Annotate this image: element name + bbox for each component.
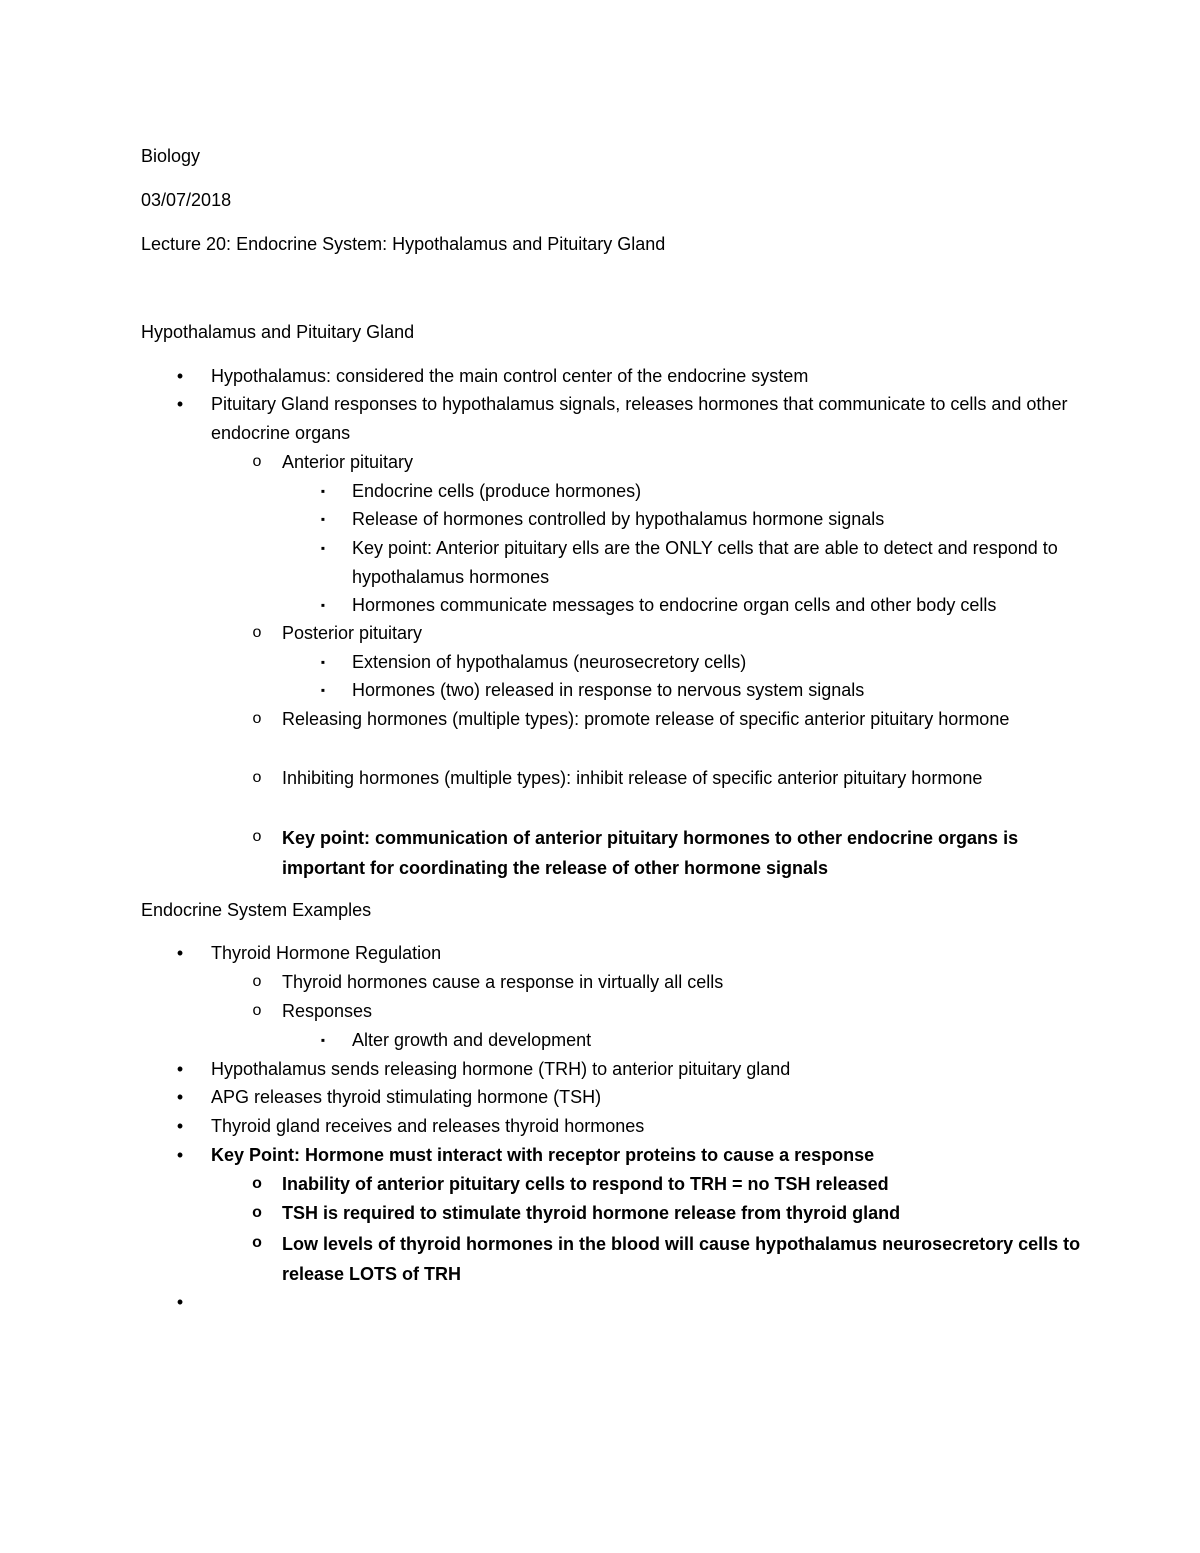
circle-marker: o (252, 1175, 262, 1192)
circle-marker: o (252, 769, 262, 786)
key-point-text: Hormone must interact with receptor proteins to cause a response (305, 1145, 875, 1165)
bullet-marker: • (176, 1145, 184, 1165)
list-item-text (211, 1141, 1081, 1170)
date-line: 03/07/2018 (141, 190, 232, 210)
square-marker: ▪ (320, 484, 326, 498)
circle-marker: o (252, 1234, 262, 1251)
list-item-text: APG releases thyroid stimulating hormone (TSH) (211, 1087, 602, 1107)
list-item-text: Releasing hormones (multiple types): promote release of specific anterior pituitary hormone (282, 709, 1010, 729)
list-item-text: Alter growth and development (352, 1030, 592, 1050)
list-item-text: TSH is required to stimulate thyroid hormone release from thyroid gland (282, 1203, 901, 1223)
circle-marker: o (252, 710, 262, 727)
square-marker: ▪ (320, 1033, 326, 1047)
section-heading-hypothalamus: Hypothalamus and Pituitary Gland (141, 322, 415, 342)
lecture-title: Lecture 20: Endocrine System: Hypothalamus and Pituitary Gland (141, 234, 666, 254)
list-item-text: Hypothalamus: considered the main control center of the endocrine system (211, 366, 809, 386)
circle-marker: o (252, 624, 262, 641)
list-item-text: Posterior pituitary (282, 623, 423, 643)
square-marker: ▪ (320, 598, 326, 612)
list-item-text: Key point: communication of anterior pituitary hormones to other endocrine organs is important for coordinating the release of other hormone signals (282, 828, 1019, 878)
list-item-text: Inhibiting hormones (multiple types): inhibit release of specific anterior pituitary hormone (282, 768, 983, 788)
list-item-text: Pituitary Gland responses to hypothalamus signals, releases hormones that communicate to cells and other endocrine organs (211, 394, 1068, 443)
square-marker: ▪ (320, 683, 326, 697)
list-item-text: Hormones (two) released in response to nervous system signals (352, 680, 865, 700)
list-item-text: Extension of hypothalamus (neurosecretory cells) (352, 652, 747, 672)
subject-line: Biology (141, 146, 201, 166)
list-item-text: Anterior pituitary (282, 452, 414, 472)
bullet-marker: • (176, 1292, 184, 1312)
bullet-marker: • (176, 1059, 184, 1079)
bullet-marker: • (176, 943, 184, 963)
bullet-marker: • (176, 1116, 184, 1136)
square-marker: ▪ (320, 541, 326, 555)
circle-marker: o (252, 453, 262, 470)
list-item-text: Inability of anterior pituitary cells to respond to TRH = no TSH released (282, 1174, 889, 1194)
section-heading-examples: Endocrine System Examples (141, 900, 372, 920)
circle-marker: o (252, 1204, 262, 1221)
key-point-label: Key Point: (211, 1145, 301, 1165)
list-item-text: Thyroid gland receives and releases thyroid hormones (211, 1116, 645, 1136)
bullet-marker: • (176, 1087, 184, 1107)
square-marker: ▪ (320, 655, 326, 669)
list-item-text: Hormones communicate messages to endocrine organ cells and other body cells (352, 595, 997, 615)
list-item-text: Key point: Anterior pituitary ells are the ONLY cells that are able to detect and respond to hypothalamus hormones (352, 538, 1058, 587)
list-item-text: Thyroid Hormone Regulation (211, 943, 442, 963)
circle-marker: o (252, 828, 262, 845)
square-marker: ▪ (320, 512, 326, 526)
list-item-text: Release of hormones controlled by hypothalamus hormone signals (352, 509, 885, 529)
list-item-text: Responses (282, 1001, 373, 1021)
bullet-marker: • (176, 394, 184, 414)
list-item-text: Low levels of thyroid hormones in the blood will cause hypothalamus neurosecretory cells to release LOTS of TRH (282, 1234, 1081, 1284)
list-item-text: Hypothalamus sends releasing hormone (TRH) to anterior pituitary gland (211, 1059, 791, 1079)
bullet-marker: • (176, 366, 184, 386)
list-item-text: Endocrine cells (produce hormones) (352, 481, 642, 501)
circle-marker: o (252, 1002, 262, 1019)
circle-marker: o (252, 973, 262, 990)
list-item-text: Thyroid hormones cause a response in virtually all cells (282, 972, 724, 992)
